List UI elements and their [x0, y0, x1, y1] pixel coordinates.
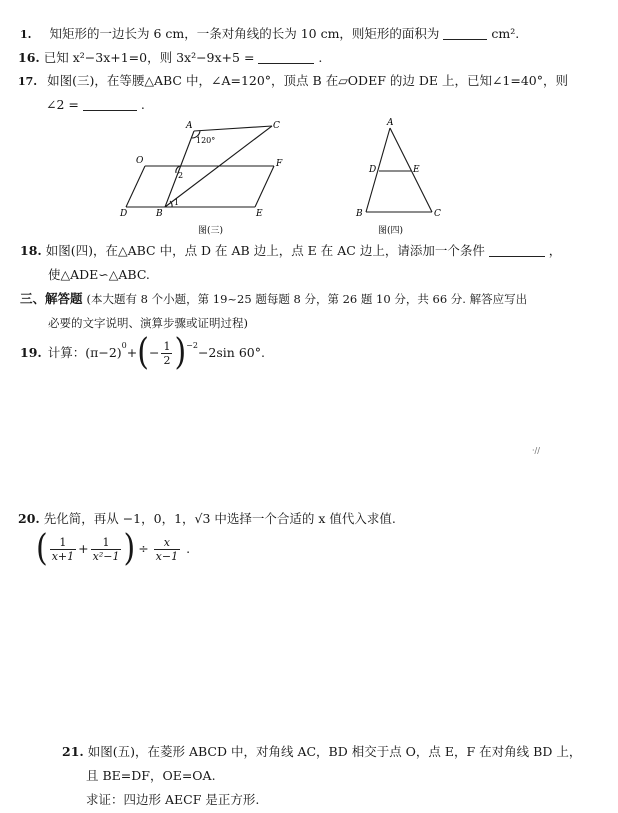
label-e: E [256, 209, 263, 219]
numerator: 1 [50, 536, 76, 550]
denominator: x−1 [155, 549, 179, 563]
period-text: . [140, 97, 145, 112]
question-text: 如图(四)，在△ABC 中，点 D 在 AB 边上，点 E 在 AC 边上，请添加一个条件 [45, 243, 485, 258]
question-21-line3 [86, 792, 259, 808]
exponent-neg-two: −2 [186, 341, 198, 350]
label-d: D [120, 209, 128, 219]
question-number: 21. [62, 744, 84, 759]
answer-blank[interactable] [258, 51, 314, 64]
section-description: 必要的文字说明、演算步骤或证明过程) [48, 316, 248, 330]
denominator: x²−1 [92, 549, 120, 563]
question-21-line2 [86, 768, 216, 784]
figure-4-caption: 图(四) [378, 226, 404, 236]
side-od [126, 166, 145, 207]
section-header [20, 291, 527, 307]
question-text: 已知 x²−3x+1=0，则 3x²−9x+5 = [43, 50, 255, 65]
stray-mark: ·// [532, 446, 540, 455]
label-f: F [276, 159, 283, 169]
numerator: 1 [163, 339, 171, 353]
denominator: 2 [163, 353, 171, 367]
question-text: 如图(五)，在菱形 ABCD 中，对角线 AC，BD 相交于点 O，点 E，F 在对角线 BD 上， [87, 744, 582, 759]
answer-blank[interactable] [443, 27, 487, 40]
section-title: 三、解答题 [20, 291, 83, 306]
question-number: 1. [20, 28, 32, 41]
question-20-expression [36, 527, 191, 570]
side-ac [390, 128, 432, 212]
question-text: 求证：四边形 AECF 是正方形. [86, 792, 260, 807]
label-b: B [356, 209, 363, 219]
left-paren: ( [137, 331, 149, 374]
label-o: O [136, 156, 144, 166]
side-ac [194, 126, 272, 131]
divide-sign: ÷ [138, 541, 149, 556]
minus-sign: − [148, 345, 160, 360]
plus-sign: + [126, 345, 138, 360]
period-text: . [186, 541, 191, 556]
question-16a [20, 26, 519, 43]
question-21 [62, 744, 581, 760]
plus-sign: + [78, 541, 89, 556]
question-text: 知矩形的一边长为 6 cm，一条对角线的长为 10 cm，则矩形的面积为 [49, 26, 440, 41]
label-c: C [273, 121, 280, 131]
label-b: B [156, 209, 163, 219]
numerator: 1 [91, 536, 122, 550]
period-text: . [318, 50, 323, 65]
right-paren: ) [123, 527, 136, 570]
label-c: C [434, 209, 441, 219]
label-e: E [413, 165, 420, 175]
numerator: x [154, 536, 180, 550]
question-18 [20, 243, 561, 259]
label-d: D [369, 165, 377, 175]
question-number: 20. [18, 511, 40, 526]
right-paren: ) [174, 331, 187, 374]
label-a: A [186, 121, 193, 131]
question-text: 计算：(π−2) [47, 345, 122, 360]
answer-blank[interactable] [83, 98, 137, 111]
answer-blank[interactable] [489, 244, 545, 257]
exponent-zero: 0 [121, 341, 127, 350]
question-number: 16. [18, 50, 40, 65]
section-description-line2 [48, 315, 248, 331]
question-17-line2 [46, 97, 145, 113]
unit-text: cm². [491, 26, 520, 41]
question-number: 17. [18, 75, 38, 88]
question-17 [18, 73, 568, 90]
figure-3-caption: 图(三) [198, 226, 224, 236]
question-text: 先化简，再从 −1，0，1，√3 中选择一个合适的 x 值代入求值. [43, 511, 396, 526]
fraction-1 [50, 536, 76, 563]
section-description: (本大题有 8 个小题，第 19~25 题每题 8 分，第 26 题 10 分，共 66 分. 解答应写出 [86, 292, 528, 306]
question-20 [18, 511, 396, 527]
question-16b [18, 50, 322, 66]
figure-3 [112, 116, 312, 241]
question-text: 使△ADE∽△ABC. [48, 267, 150, 282]
label-angle-1: 1 [174, 198, 180, 207]
comma-text: ， [548, 243, 562, 258]
side-ef [255, 166, 274, 207]
question-18-line2 [48, 267, 150, 283]
question-text: ∠2 = [46, 97, 79, 112]
figure-4 [352, 116, 452, 241]
fraction-3 [154, 536, 180, 563]
question-number: 19. [20, 345, 42, 360]
denominator: x+1 [51, 549, 75, 563]
question-text: 且 BE=DF，OE=OA. [86, 768, 216, 783]
fraction-one-half [161, 340, 172, 367]
question-number: 18. [20, 243, 42, 258]
label-a: A [387, 118, 394, 128]
question-text: 如图(三)，在等腰△ABC 中，∠A=120°，顶点 B 在▱ODEF 的边 DE 上，已知∠1=40°，则 [47, 73, 568, 88]
fraction-2 [91, 536, 122, 563]
label-angle-120: 120° [196, 136, 216, 145]
left-paren: ( [36, 527, 48, 570]
question-19 [20, 331, 265, 374]
expression-tail: −2sin 60°. [197, 345, 265, 360]
label-angle-2: 2 [178, 171, 184, 180]
